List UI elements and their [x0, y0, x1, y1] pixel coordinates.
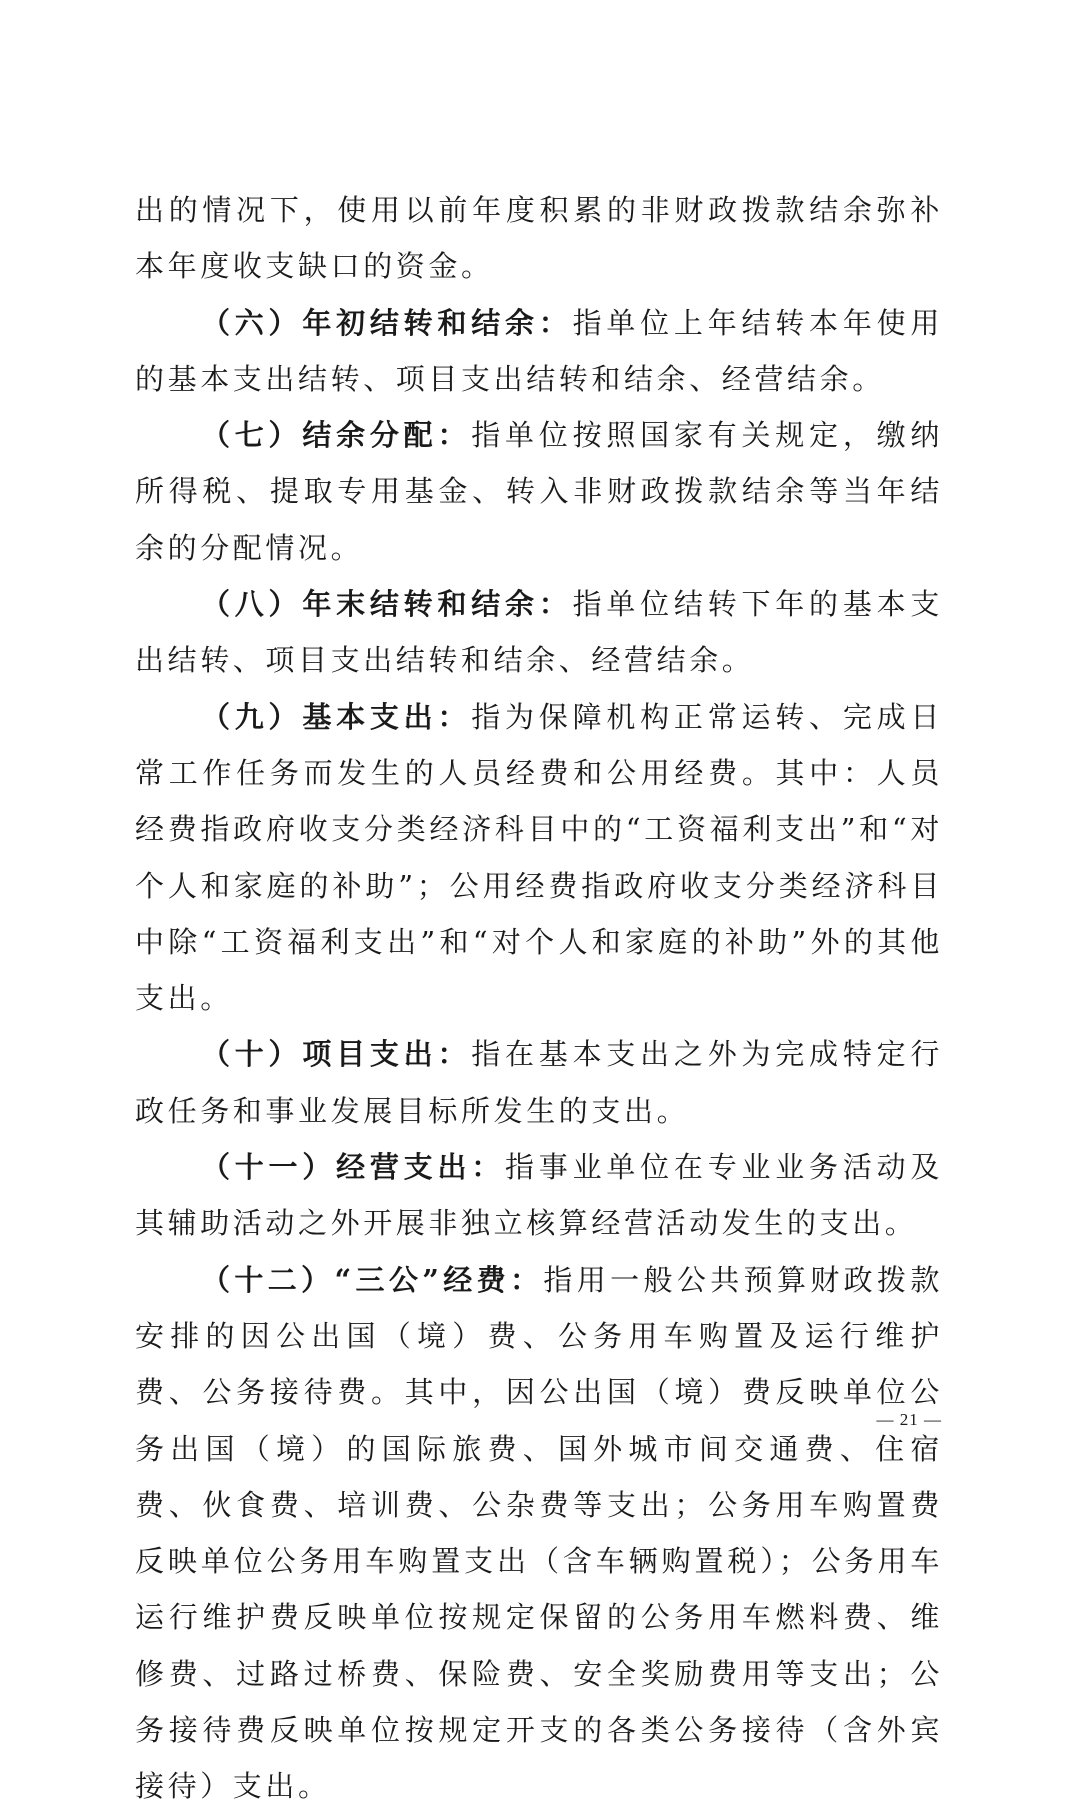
paragraph-text: 指在基本支出之外为完成特定行政任务和事业发展目标所发生的支出。 — [135, 1037, 943, 1128]
paragraph-year-end-carryover — [135, 576, 943, 689]
paragraph-year-start-carryover — [135, 295, 943, 408]
term-heading: （六）年初结转和结余： — [201, 305, 573, 340]
paragraph-project-expenditure — [135, 1026, 943, 1139]
term-heading: （八）年末结转和结余： — [201, 587, 573, 622]
paragraph-continuation — [135, 182, 943, 295]
paragraph-text: 指事业单位在专业业务活动及其辅助活动之外开展非独立核算经营活动发生的支出。 — [135, 1150, 943, 1241]
paragraph-text: 指为保障机构正常运转、完成日常工作任务而发生的人员经费和公用经费。其中：人员经费指政府收支分类经济科目中的“工资福利支出”和“对个人和家庭的补助”；公用经费指政府收支分类经济科目中除“工资福利支出”和“对个人和家庭的补助”外的其他支出。 — [135, 699, 943, 1016]
term-heading: （十一）经营支出： — [201, 1150, 506, 1185]
body-text — [135, 182, 943, 1815]
paragraph-text: 指单位上年结转本年使用的基本支出结转、项目支出结转和结余、经营结余。 — [135, 305, 943, 396]
paragraph-text: 指单位结转下年的基本支出结转、项目支出结转和结余、经营结余。 — [135, 587, 943, 678]
term-heading: （九）基本支出： — [201, 699, 472, 734]
paragraph-surplus-distribution — [135, 407, 943, 576]
paragraph-text: 指单位按照国家有关规定，缴纳所得税、提取专用基金、转入非财政拨款结余等当年结余的分配情况。 — [135, 418, 943, 565]
term-heading: （十二）“三公”经费： — [201, 1262, 544, 1297]
paragraph-text: 出的情况下，使用以前年度积累的非财政拨款结余弥补本年度收支缺口的资金。 — [135, 193, 943, 284]
paragraph-basic-expenditure — [135, 689, 943, 1027]
paragraph-three-public-expenses — [135, 1252, 943, 1815]
term-heading: （十）项目支出： — [201, 1037, 472, 1072]
term-heading: （七）结余分配： — [201, 418, 472, 453]
paragraph-text: 指用一般公共预算财政拨款安排的因公出国（境）费、公务用车购置及运行维护费、公务接待费。其中，因公出国（境）费反映单位公务出国（境）的国际旅费、国外城市间交通费、住宿费、伙食费、培训费、公杂费等支出；公务用车购置费反映单位公务用车购置支出（含车辆购置税）；公务用车运行维护费反映单位按规定保留的公务用车燃料费、维修费、过路过桥费、保险费、安全奖励费用等支出；公务接待费反映单位按规定开支的各类公务接待（含外宾接待）支出。 — [135, 1262, 944, 1804]
paragraph-operating-expenditure — [135, 1139, 943, 1252]
page-number: — 21 — — [876, 1410, 942, 1429]
